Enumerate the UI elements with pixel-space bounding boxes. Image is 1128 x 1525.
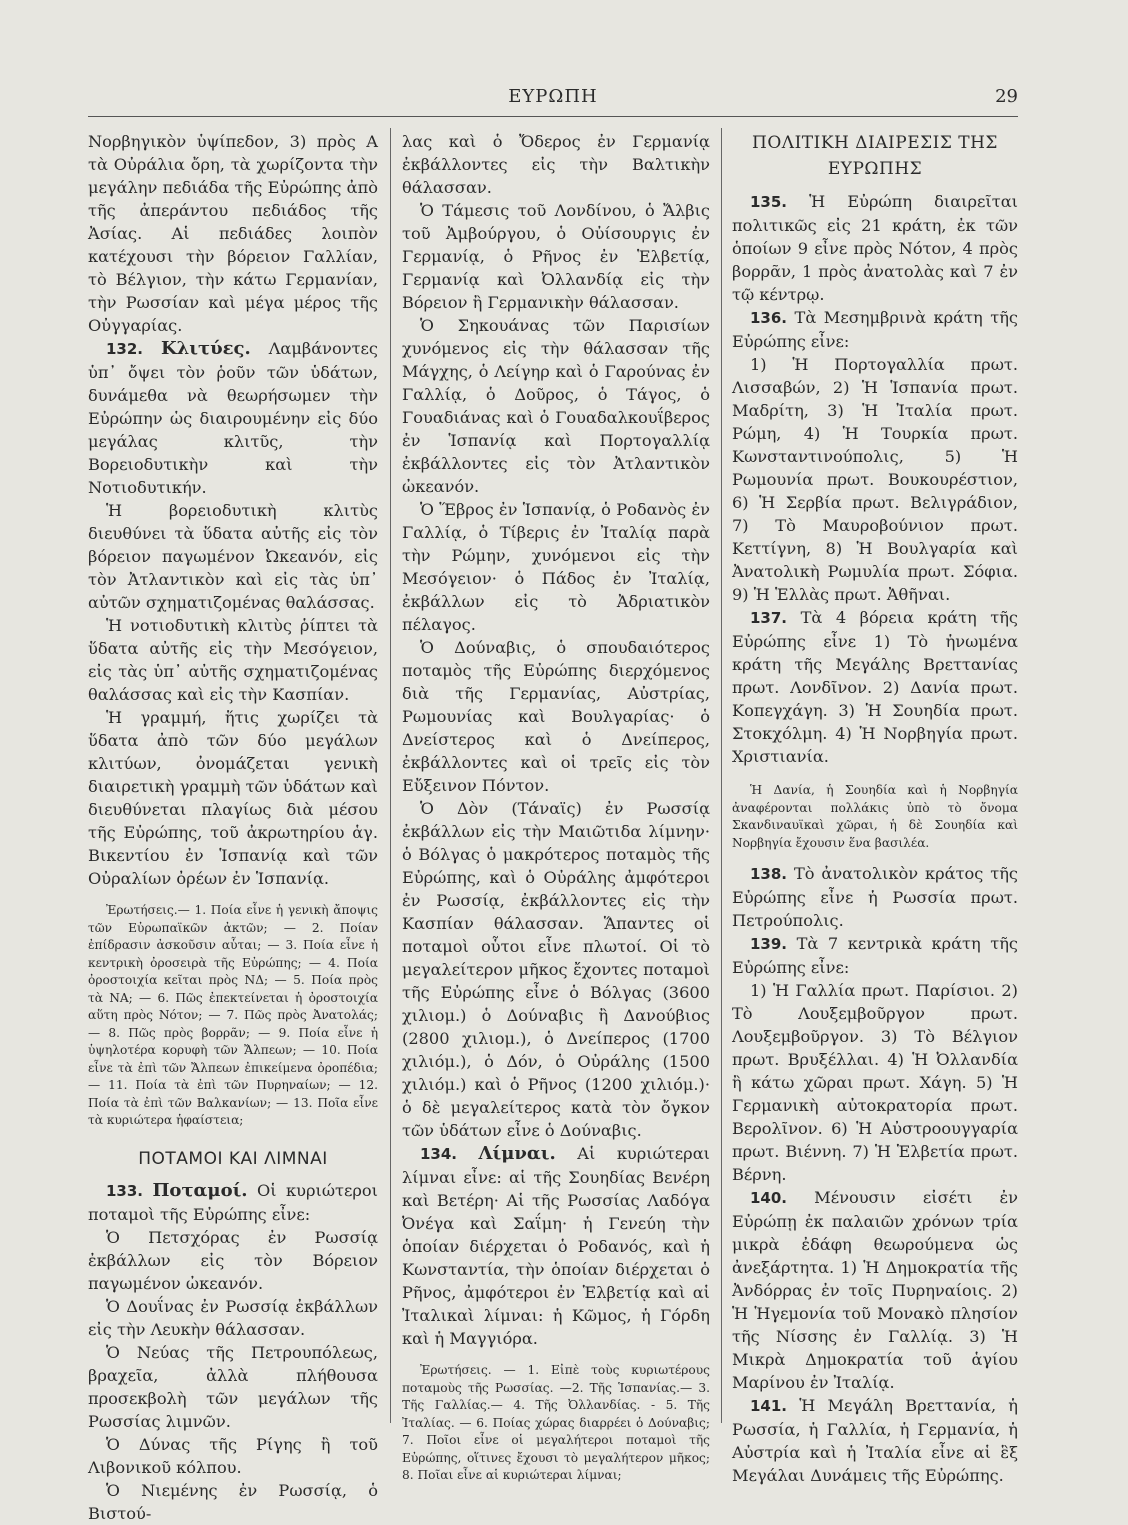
column-divider: [390, 128, 391, 1423]
section-number: 140.: [750, 1189, 788, 1207]
paragraph: Ὁ Δὸν (Τάναϊς) ἐν Ρωσσίᾳ ἐκβάλλων εἰς τὴν Μαιῶτιδα λίμνην· ὁ Βόλγας ὁ μακρότερος ποταμὸς τῆς Εὐρώπης, καὶ ὁ Οὐράλης ἀμφότεροι ἐν Ρωσσίᾳ, ἐκβάλλοντες εἰς τὴν Κασπίαν θάλασσαν. Ἅπαντες οἱ ποταμοὶ οὗτοι εἶνε πλωτοί. Οἱ τὸ μεγαλείτερον μῆκος ἔχοντες ποταμοὶ τῆς Εὐρώπης εἶνε ὁ Βόλγας (3600 χιλιομ.) ὁ Δούναβις ἢ Δανούβιος (2800 χιλιομ.), ὁ Δνείπερος (1700 χιλιόμ.), ὁ Δόν, ὁ Οὐράλης (1500 χιλιόμ.) καὶ ὁ Ρῆνος (1200 χιλιόμ.)· ὁ δὲ μεγαλείτερος κατὰ τὸν ὄγκον τῶν ὑδάτων εἶνε ὁ Δούναβις.: [402, 799, 710, 1140]
column-right: [732, 130, 1018, 1485]
paragraph-text: Τὰ 4 βόρεια κράτη τῆς Εὐρώπης εἶνε 1) Τὸ ἡνωμένα κράτη τῆς Μεγάλης Βρεττανίας πρωτ. Λονδῖνον. 2) Δανία πρωτ. Κοπεγχάγη. 3) Ἡ Σουηδία πρωτ. Στοκχόλμη. 4) Ἡ Νορβηγία πρωτ. Χριστιανία.: [732, 608, 1018, 766]
paragraph: Ὁ Δουΐνας ἐν Ρωσσίᾳ ἐκβάλλων εἰς τὴν Λευκὴν θάλασσαν.: [88, 1296, 378, 1339]
paragraph-text: Τὸ ἀνατολικὸν κράτος τῆς Εὐρώπης εἶνε ἡ Ρωσσία πρωτ. Πετρούπολις.: [732, 864, 1018, 930]
paragraph-132: [88, 337, 378, 499]
paragraph-text: Μένουσιν εἰσέτι ἐν Εὐρώπῃ ἐκ παλαιῶν χρόνων τρία μικρὰ ἐδάφη θεωρούμενα ὡς ἀνεξάρτητα. 1) Ἡ Δημοκρατία τῆς Ἀνδόρρας ἐν τοῖς Πυρηναίοις. 2) Ἡ Ἡγεμονία τοῦ Μονακὸ πλησίον τῆς Νίσσης ἐν Γαλλίᾳ. 3) Ἡ Μικρὰ Δημοκρατία τοῦ ἁγίου Μαρίνου ἐν Ἰταλίᾳ.: [732, 1188, 1018, 1392]
section-heading: Ποταμοί.: [152, 1179, 248, 1201]
column-left: [88, 130, 378, 1523]
paragraph: Ἡ νοτιοδυτικὴ κλιτὺς ῥίπτει τὰ ὕδατα αὐτῆς εἰς τὴν Μεσόγειον, εἰς τὰς ὑπ᾿ αὐτῆς σχηματιζομένας θαλάσσας καὶ εἰς τὴν Κασπίαν.: [88, 616, 378, 704]
paragraph: Ὁ Δούναβις, ὁ σπουδαιότερος ποταμὸς τῆς Εὐρώπης διερχόμενος διὰ τῆς Γερμανίας, Αὐστρίας, Ρωμουνίας καὶ Βουλγαρίας· ὁ Δνείστερος καὶ ὁ Δνείπερος, ἐκβάλλοντες καὶ οἱ τρεῖς εἰς τὸν Εὔξεινον Πόντον.: [402, 638, 710, 795]
paragraph: λας καὶ ὁ Ὄδερος ἐν Γερμανίᾳ ἐκβάλλοντες εἰς τὴν Βαλτικὴν θάλασσαν.: [402, 132, 710, 197]
review-questions: Ἐρωτήσεις. — 1. Εἰπὲ τοὺς κυριωτέρους ποταμοὺς τῆς Ρωσσίας. —2. Τῆς Ἱσπανίας.— 3. Τῆς Γαλλίας.— 4. Τῆς Ὀλλανδίας. - 5. Τῆς Ἰταλίας. — 6. Ποίας χώρας διαρρέει ὁ Δούναβις; 7. Ποῖοι εἶνε οἱ μεγαλήτεροι ποταμοὶ τῆς Εὐρώπης, οἵτινες ἔχουσι τὸ μεγαλήτερον μῆκος; 8. Ποῖαι εἶνε αἱ κυριώτεραι λίμναι;: [402, 1363, 710, 1482]
paragraph: Ὁ Σηκουάνας τῶν Παρισίων χυνόμενος εἰς τὴν θάλασσαν τῆς Μάγχης, ὁ Λείγηρ καὶ ὁ Γαρούνας ἐν Γαλλίᾳ, ὁ Δοῦρος, ὁ Τάγος, ὁ Γουαδιάνας καὶ ὁ Γουαδαλκουΐβερος ἐν Ἱσπανίᾳ καὶ Πορτογαλλίᾳ ἐκβάλλοντες εἰς τὸν Ἀτλαντικὸν ὠκεανόν.: [402, 316, 710, 496]
state-list: 1) Ἡ Πορτογαλλία πρωτ. Λισσαβών, 2) Ἡ Ἱσπανία πρωτ. Μαδρίτη, 3) Ἡ Ἰταλία πρωτ. Ρώμη, 4) Ἡ Τουρκία πρωτ. Κωνσταντινούπολις, 5) Ἡ Ρωμουνία πρωτ. Βουκουρέστιον, 6) Ἡ Σερβία πρωτ. Βελιγράδιον, 7) Τὸ Μαυροβούνιον πρωτ. Κεττίγνη, 8) Ἡ Βουλγαρία καὶ Ἀνατολικὴ Ρωμυλία πρωτ. Σόφια. 9) Ἡ Ἑλλὰς πρωτ. Ἀθῆναι.: [732, 355, 1018, 604]
section-number: 138.: [750, 865, 788, 883]
paragraph: Ὁ Πετσχόρας ἐν Ρωσσίᾳ ἐκβάλλων εἰς τὸν Βόρειον παγωμένον ὠκεανόν.: [88, 1227, 378, 1293]
section-number: 139.: [750, 935, 788, 953]
review-questions: Ἐρωτήσεις.— 1. Ποία εἶνε ἡ γενικὴ ἄποψις τῶν Εὐρωπαϊκῶν ἀκτῶν; — 2. Ποίαν ἐπίδρασιν ἀσκοῦσιν αὗται; — 3. Ποία εἶνε ἡ κεντρικὴ ὀροσειρὰ τῆς Εὐρώπης; — 4. Ποία ὀροστοιχία κεῖται πρὸς ΝΔ; — 5. Ποία πρὸς τὰ ΝΑ; — 6. Πῶς ἐπεκτείνεται ἡ ὀροστοιχία αὕτη πρὸς Νότον; — 7. Πῶς πρὸς Ἀνατολάς; — 8. Πῶς πρὸς βορρᾶν; — 9. Ποία εἶνε ἡ ὑψηλοτέρα κορυφὴ τῶν Ἄλπεων; — 10. Ποία εἶνε τὰ ἐπὶ τῶν Ἄλπεων ἐπικείμενα ὀροπέδια; — 11. Ποία τὰ ἐπὶ τῶν Πυρηναίων; — 12. Ποία τὰ ἐπὶ τῶν Βαλκανίων; — 13. Ποῖα εἶνε τὰ κυριώτερα ἡφαίστεια;: [88, 903, 378, 1127]
paragraph: Ἡ βορειοδυτικὴ κλιτὺς διευθύνει τὰ ὕδατα αὐτῆς εἰς τὸν βόρειον παγωμένον Ὠκεανόν, εἰς τὸν Ἀτλαντικὸν καὶ εἰς τὰς ὑπ᾿ αὐτῶν σχηματιζομένας θαλάσσας.: [88, 501, 378, 612]
paragraph-text: Τὰ Μεσημβρινὰ κράτη τῆς Εὐρώπης εἶνε:: [732, 308, 1018, 351]
paragraph-text: Ἡ Εὐρώπη διαιρεῖται πολιτικῶς εἰς 21 κράτη, ἐκ τῶν ὁποίων 9 εἶνε πρὸς Νότον, 4 πρὸς βορρᾶν, 1 πρὸς ἀνατολὰς καὶ 7 ἐν τῷ κέντρῳ.: [732, 192, 1018, 304]
section-heading: Κλιτύες.: [161, 338, 251, 359]
column-divider: [721, 128, 722, 1423]
paragraph: Ὁ Νεύας τῆς Πετρουπόλεως, βραχεῖα, ἀλλὰ πλήθουσα προσεκβολὴ τῶν μεγάλων τῆς Ρωσσίας λιμνῶν.: [88, 1342, 378, 1431]
paragraph-136: [732, 306, 1018, 353]
footnote: Ἡ Δανία, ἡ Σουηδία καὶ ἡ Νορβηγία ἀναφέρονται πολλάκις ὑπὸ τὸ ὄνομα Σκανδιναυϊκαὶ χῶραι, ἡ δὲ Σουηδία καὶ Νορβηγία ἔχουσιν ἕνα βασιλέα.: [732, 783, 1018, 850]
paragraph-141: [732, 1394, 1018, 1487]
paragraph: Ὁ Τάμεσις τοῦ Λονδίνου, ὁ Ἄλβις τοῦ Ἀμβούργου, ὁ Οὐίσουργις ἐν Γερμανίᾳ, ὁ Ρῆνος ἐν Ἑλβετίᾳ, Γερμανίᾳ καὶ Ὀλλανδίᾳ εἰς τὴν Βόρειον ἢ Γερμανικὴν θάλασσαν.: [402, 201, 710, 312]
section-number: 135.: [750, 193, 788, 211]
paragraph: Ὁ Ἕβρος ἐν Ἱσπανίᾳ, ὁ Ροδανὸς ἐν Γαλλίᾳ, ὁ Τίβερις ἐν Ἰταλίᾳ παρὰ τὴν Ρώμην, χυνόμενοι εἰς τὴν Μεσόγειον· ὁ Πάδος ἐν Ἰταλίᾳ, ἐκβάλλων εἰς τὸ Ἀδριατικὸν πέλαγος.: [402, 500, 710, 634]
paragraph: Ὁ Νιεμένης ἐν Ρωσσίᾳ, ὁ Βιστού-: [88, 1480, 378, 1523]
section-heading: Λίμναι.: [478, 1143, 556, 1164]
state-list: 1) Ἡ Γαλλία πρωτ. Παρίσιοι. 2) Τὸ Λουξεμβοῦργον πρωτ. Λουξεμβοῦργον. 3) Τὸ Βέλγιον πρωτ. Βρυξέλλαι. 4) Ἡ Ὀλλανδία ἢ κάτω χῶραι πρωτ. Χάγη. 5) Ἡ Γερμανικὴ αὐτοκρατορία πρωτ. Βερολῖνον. 6) Ἡ Αὐστροουγγαρία πρωτ. Βιέννη. 7) Ἡ Ἑλβετία πρωτ. Βέρνη.: [732, 981, 1018, 1184]
section-title: ΠΟΛΙΤΙΚΗ ΔΙΑΙΡΕΣΙΣ ΤΗΣ ΕΥΡΩΠΗΣ: [752, 133, 998, 179]
paragraph: Ὁ Δύνας τῆς Ρίγης ἢ τοῦ Λιβονικοῦ κόλπου.: [88, 1434, 378, 1477]
paragraph-140: [732, 1186, 1018, 1394]
header-rule: [88, 116, 1018, 117]
paragraph: Ἡ γραμμή, ἥτις χωρίζει τὰ ὕδατα ἀπὸ τῶν δύο μεγάλων κλιτύων, ὀνομάζεται γενικὴ διαιρετικὴ γραμμὴ τῶν ὑδάτων καὶ διευθύνεται πλαγίως διὰ μέσου τῆς Εὐρώπης, τοῦ ἀκρωτηρίου ἁγ. Βικεντίου ἐν Ἱσπανίᾳ καὶ τῶν Οὐραλίων ὀρέων ἐν Ἱσπανίᾳ.: [88, 708, 378, 888]
paragraph-text: Οἱ κυριώτεροι ποταμοὶ τῆς Εὐρώπης εἶνε:: [88, 1180, 378, 1224]
paragraph-134: [402, 1142, 710, 1350]
section-number: 132.: [106, 340, 144, 358]
paragraph-137: [732, 606, 1018, 768]
page-number: 29: [995, 86, 1018, 107]
section-number: 133.: [106, 1181, 144, 1200]
paragraph: Νορβηγικὸν ὑψίπεδον, 3) πρὸς Α τὰ Οὐράλια ὄρη, τὰ χωρίζοντα τὴν μεγάλην πεδιάδα τῆς Εὐρώπης ἀπὸ τῆς ἀπεράντου πεδιάδος τῆς Ἀσίας. Αἱ πεδιάδες λοιπὸν κατέχουσι τὴν βόρειον Γαλλίαν, τὸ Βέλγιον, τὴν κάτω Γερμανίαν, τὴν Ρωσσίαν καὶ μέγα μέρος τῆς Οὐγγαρίας.: [88, 132, 378, 335]
section-number: 136.: [750, 309, 788, 327]
paragraph-138: [732, 862, 1018, 932]
column-middle: [402, 130, 710, 1482]
section-title: ΠΟΤΑΜΟΙ ΚΑΙ ΛΙΜΝΑΙ: [138, 1148, 328, 1169]
page-header: [88, 86, 1018, 122]
section-number: 134.: [420, 1145, 458, 1163]
paragraph-139: [732, 932, 1018, 979]
paragraph-133: [88, 1179, 378, 1226]
paragraph-text: Λαμβάνοντες ὑπ᾿ ὄψει τὸν ῥοῦν τῶν ὑδάτων, δυνάμεθα νὰ θεωρήσωμεν τὴν Εὐρώπην ὡς διαιρουμένην εἰς δύο μεγάλας κλιτῦς, τὴν Βορειοδυτικὴν καὶ τὴν Νοτιοδυτικήν.: [88, 339, 378, 497]
paragraph-135: [732, 190, 1018, 306]
paragraph-text: Αἱ κυριώτεραι λίμναι εἶνε: αἱ τῆς Σουηδίας Βενέρη καὶ Βετέρη· Αἱ τῆς Ρωσσίας Λαδόγα Ὀνέγα καὶ Σαΐμη· ἡ Γενεύη τὴν ὁποίαν διέρχεται ὁ Ροδανός, καὶ ἡ Κωνσταντία, τὴν ὁποίαν διέρχεται ὁ Ρῆνος, ἀμφότεροι ἐν Ἑλβετίᾳ καὶ αἱ Ἰταλικαὶ λίμναι: ἡ Κῶμος, ἡ Γόρδη καὶ ἡ Μαγγιόρα.: [402, 1144, 710, 1348]
paragraph-text: Τὰ 7 κεντρικὰ κράτη τῆς Εὐρώπης εἶνε:: [732, 934, 1018, 977]
paragraph-text: Ἡ Μεγάλη Βρεττανία, ἡ Ρωσσία, ἡ Γαλλία, ἡ Γερμανία, ἡ Αὐστρία καὶ ἡ Ἰταλία εἶνε αἱ ἓξ Μεγάλαι Δυνάμεις τῆς Εὐρώπης.: [732, 1396, 1018, 1485]
running-title: ΕΥΡΩΠΗ: [508, 86, 598, 107]
section-number: 141.: [750, 1397, 788, 1415]
section-number: 137.: [750, 609, 788, 627]
